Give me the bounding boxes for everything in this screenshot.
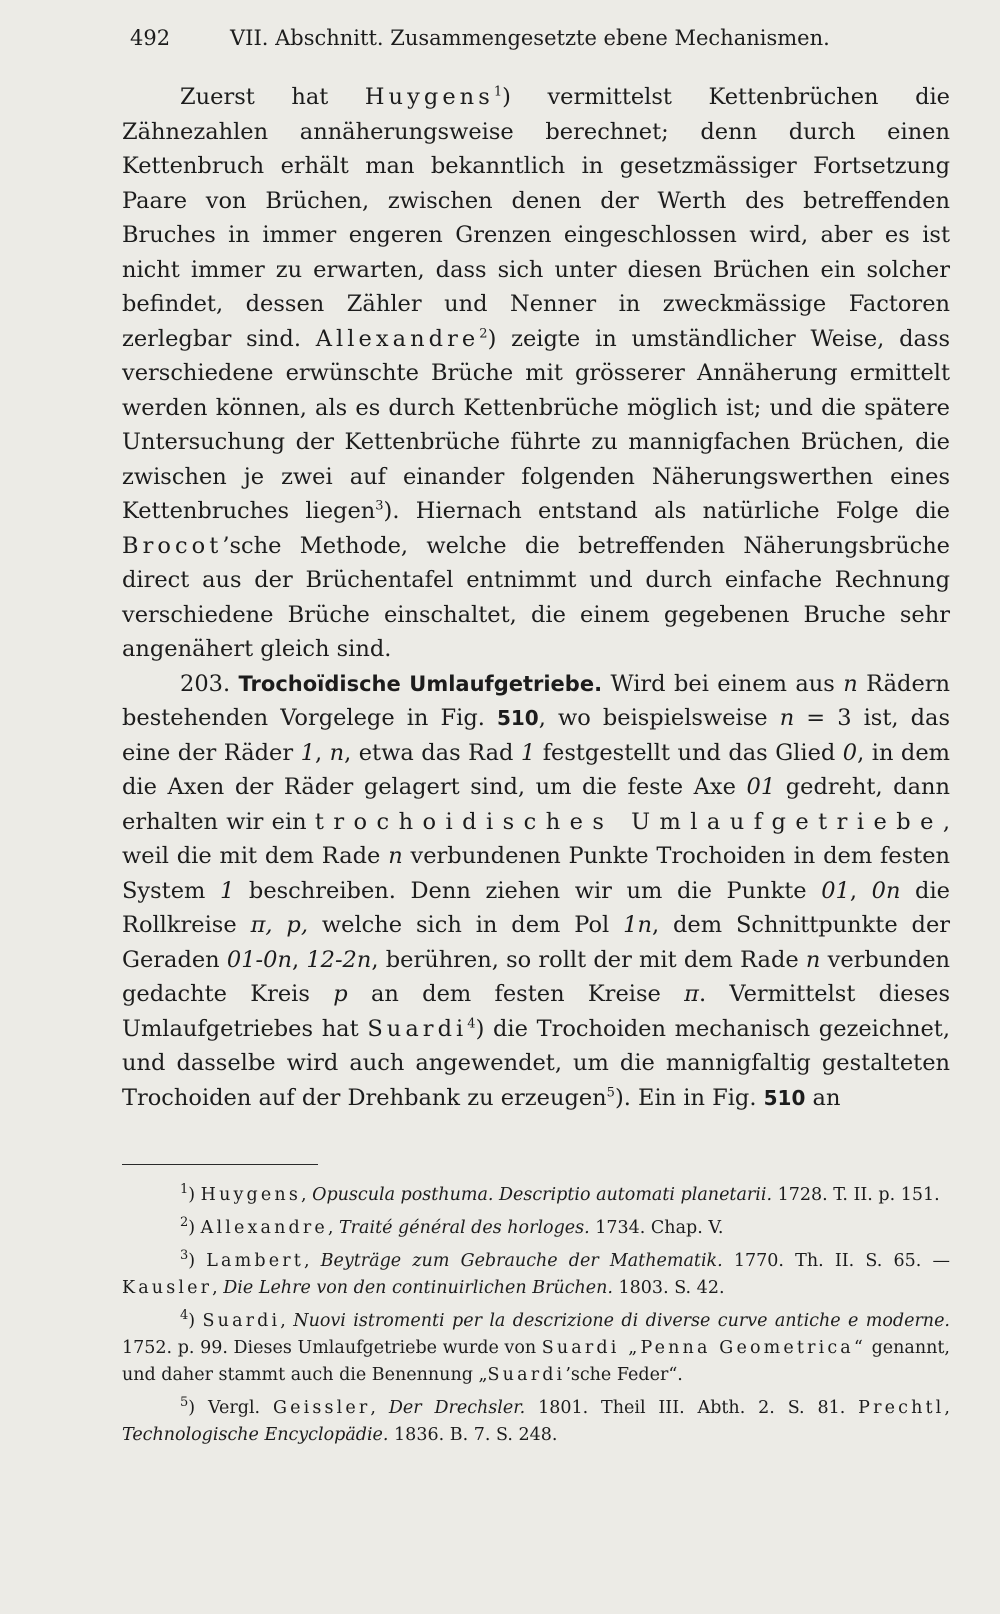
- author-name: Huygens: [200, 1185, 301, 1205]
- figure-ref[interactable]: 510: [763, 1085, 806, 1110]
- math-var: n: [843, 670, 858, 697]
- text-run: , berühren, so rollt der mit dem Rade: [371, 946, 806, 973]
- author-name: Suardi: [487, 1365, 566, 1385]
- text-run: 1752. p. 99. Dieses Umlaufgetriebe wurde von: [122, 1338, 542, 1358]
- text-run: welche sich in dem Pol: [307, 912, 624, 938]
- work-title: Traité général des horloges.: [339, 1218, 590, 1238]
- footnote-5: $^5$) Vergl. Geissler, Der Drechsler. 1801. Theil III. Abth. 2. S. 81. Prechtl, Technologische Encyclopädie. 1836. B. 7. S. 248.: [122, 1395, 950, 1445]
- text-run: verbunden gedachte Kreis: [122, 946, 951, 1007]
- author-name: Prechtl: [858, 1398, 945, 1418]
- footnote-mark: 5: [180, 1395, 189, 1411]
- math-var: π: [684, 981, 699, 1007]
- text-run: genannt, und daher stammt auch die Benennung „: [122, 1338, 950, 1385]
- text-run: ). Hiernach entstand als natürliche Folge die: [383, 498, 950, 524]
- math-var: 0n: [871, 877, 901, 904]
- text-run: . Vermittelst dieses Umlaufgetriebes hat: [122, 981, 951, 1042]
- footnote-4: $^4$) Suardi, Nuovi istromenti per la descrizione di diverse curve antiche e moderne. 1752. p. 99. Dieses Umlaufgetriebe wurde von Suardi „Penna Geometrica“ genannt, und daher stammt auch die Benennung „Suardi’sche Feder“.: [122, 1308, 951, 1385]
- text-run: ,: [849, 877, 872, 904]
- footnote-1: $^1$) Huygens, Opuscula posthuma. Descriptio automati planetarii. 1728. T. II. p. 151.: [180, 1182, 940, 1205]
- footnote-ref[interactable]: 5: [606, 1085, 615, 1100]
- text-run: an dem festen Kreise: [347, 981, 685, 1007]
- author-name: Brocot: [122, 532, 223, 559]
- running-title: VII. Abschnitt. Zusammengesetzte ebene Mechanismen.: [230, 26, 830, 50]
- math-var: 1: [300, 739, 315, 766]
- footnote-ref[interactable]: 3: [375, 498, 384, 514]
- text-run: ,: [314, 739, 330, 766]
- text-run: , etwa das Rad: [344, 739, 521, 766]
- work-title: Opuscula posthuma. Descriptio automati planetarii.: [312, 1185, 773, 1205]
- text-run: 1734. Chap. V.: [589, 1218, 724, 1238]
- author-name: Huygens: [364, 84, 494, 110]
- footnote-mark: 4: [180, 1308, 189, 1324]
- author-name: Kausler: [122, 1278, 213, 1298]
- text-run: , dem Schnittpunkte der Geraden: [122, 912, 951, 973]
- work-title: Der Drechsler.: [388, 1398, 526, 1418]
- text-run: , in dem die Axen der Räder gelagert sind, um die feste Axe: [122, 739, 950, 800]
- text-run: 1801. Theil III. Abth. 2. S. 81.: [525, 1398, 859, 1418]
- figure-ref[interactable]: 510: [496, 706, 539, 730]
- text-run: festgestellt und das Glied: [535, 739, 843, 766]
- footnote-ref[interactable]: 2: [479, 326, 488, 341]
- footnote-3: $^3$) Lambert, Beyträge zum Gebrauche der Mathematik. 1770. Th. II. S. 65. — Kausler, Die Lehre von den continuirlichen Brüchen. 1803. S. 42.: [122, 1248, 950, 1298]
- math-var: 01: [746, 774, 776, 800]
- math-var: n: [805, 946, 821, 973]
- work-title: Beyträge zum Gebrauche der Mathematik.: [320, 1251, 723, 1271]
- text-run: ) zeigte in umständlicher Weise, dass verschiedene erwünschte Brüche mit grösserer Annäherung ermittelt werden können, als es durch Kettenbrüche möglich ist; und die spätere Untersuchung der Kettenbrüche führte zu mannigfachen Brüchen, die zwischen je zwei auf einander folgenden Näherungswerthen eines Kettenbruches liegen: [122, 325, 951, 524]
- footnote-divider: [122, 1164, 318, 1165]
- math-var: n: [329, 739, 345, 766]
- text-run: Wird bei einem aus: [602, 670, 844, 697]
- work-title: Die Lehre von den continuirlichen Brüchen.: [223, 1278, 613, 1298]
- text-run: ) vermittelst Kettenbrüchen die Zähnezahlen annäherungsweise berechnet; denn durch einen Kettenbruch erhält man bekanntlich in gesetzmässiger Fortsetzung Paare von Brüchen, zwischen denen der Werth des betreffenden Bruches in immer engeren Grenzen eingeschlossen wird, aber es ist nicht immer zu erwarten, dass sich unter diesen Brüchen ein solcher befindet, dessen Zähler und Nenner in zweckmässige Factoren zerlegbar sind.: [122, 84, 950, 352]
- author-name: Allexandre: [315, 325, 480, 352]
- text-run: 1770. Th. II. S. 65. —: [722, 1251, 950, 1271]
- text-run: an: [805, 1084, 841, 1111]
- footnote-ref[interactable]: 4: [467, 1016, 476, 1031]
- text-run: Zuerst hat: [180, 84, 365, 110]
- section-heading: Trochoïdische Umlaufgetriebe.: [238, 671, 603, 696]
- defined-term: trochoidisches Umlaufgetriebe: [314, 808, 943, 835]
- text-run: 1836. B. 7. S. 248.: [388, 1425, 558, 1445]
- footnotes: [122, 1182, 950, 1455]
- math-var: 1: [219, 877, 235, 904]
- main-text: [122, 80, 950, 1115]
- text-run: Rädern bestehenden Vorgelege in Fig.: [122, 670, 951, 731]
- math-var: , p,: [265, 912, 308, 938]
- author-name: Allexandre: [200, 1218, 328, 1238]
- text-run: gedreht, dann erhalten wir ein: [122, 774, 950, 835]
- section-number: 203.: [180, 670, 231, 697]
- math-var: 01: [821, 877, 850, 904]
- footnote-mark: 3: [180, 1248, 189, 1264]
- text-run: verbundenen Punkte Trochoiden in dem festen System: [122, 843, 951, 904]
- text-run: Vergl.: [207, 1398, 273, 1418]
- footnote-mark: 1: [180, 1182, 189, 1198]
- text-run: , wo beispielsweise: [538, 705, 780, 731]
- page-number: 492: [130, 26, 171, 50]
- footnote-2: $^2$) Allexandre, Traité général des horloges. 1734. Chap. V.: [180, 1215, 724, 1238]
- math-var: π: [250, 912, 266, 938]
- text-run: 1803. S. 42.: [612, 1278, 725, 1298]
- work-title: Nuovi istromenti per la descrizione di diverse curve antiche e moderne.: [293, 1311, 951, 1331]
- text-run: , weil die mit dem Rade: [122, 808, 950, 869]
- math-var: n: [779, 705, 795, 731]
- running-header: [130, 24, 950, 52]
- math-var: 0: [842, 739, 858, 766]
- text-run: 1728. T. II. p. 151.: [772, 1185, 940, 1205]
- text-run: ,: [291, 946, 307, 973]
- math-var: 01-0n: [226, 946, 292, 973]
- footnote-ref[interactable]: 1: [493, 84, 503, 100]
- author-name: Suardi: [541, 1338, 620, 1358]
- work-title: Technologische Encyclopädie.: [122, 1425, 389, 1445]
- text-run: die Rollkreise: [122, 877, 950, 938]
- author-name: Suardi: [367, 1015, 468, 1042]
- paragraph-1: [122, 80, 950, 667]
- footnote-mark: 2: [180, 1215, 189, 1231]
- math-var: n: [388, 843, 403, 869]
- quoted-term: „Penna Geometrica“: [619, 1338, 866, 1358]
- text-run: ) die Trochoiden mechanisch gezeichnet, und dasselbe wird auch angewendet, um die mannigfaltig gestalteten Trochoiden auf der Drehbank zu erzeugen: [122, 1015, 950, 1111]
- author-name: Suardi: [202, 1311, 281, 1331]
- paragraph-203: [122, 667, 950, 1116]
- text-run: = 3 ist, das eine der Räder: [122, 705, 950, 766]
- text-run: ’sche Methode, welche die betreffenden Näherungsbrüche direct aus der Brüchentafel entnimmt und durch einfache Rechnung verschiedene Brüche einschaltet, die einem gegebenen Bruche sehr angenähert gleich sind.: [122, 532, 950, 662]
- math-var: 1n: [623, 912, 652, 938]
- math-var: p: [333, 981, 348, 1007]
- math-var: 12-2n: [306, 946, 372, 973]
- text-run: beschreiben. Denn ziehen wir um die Punkte: [234, 877, 822, 904]
- author-name: Lambert: [206, 1251, 304, 1271]
- author-name: Geissler: [272, 1398, 371, 1418]
- math-var: 1: [520, 739, 536, 766]
- text-run: ). Ein in Fig.: [614, 1084, 764, 1111]
- text-run: ’sche Feder“.: [565, 1365, 683, 1385]
